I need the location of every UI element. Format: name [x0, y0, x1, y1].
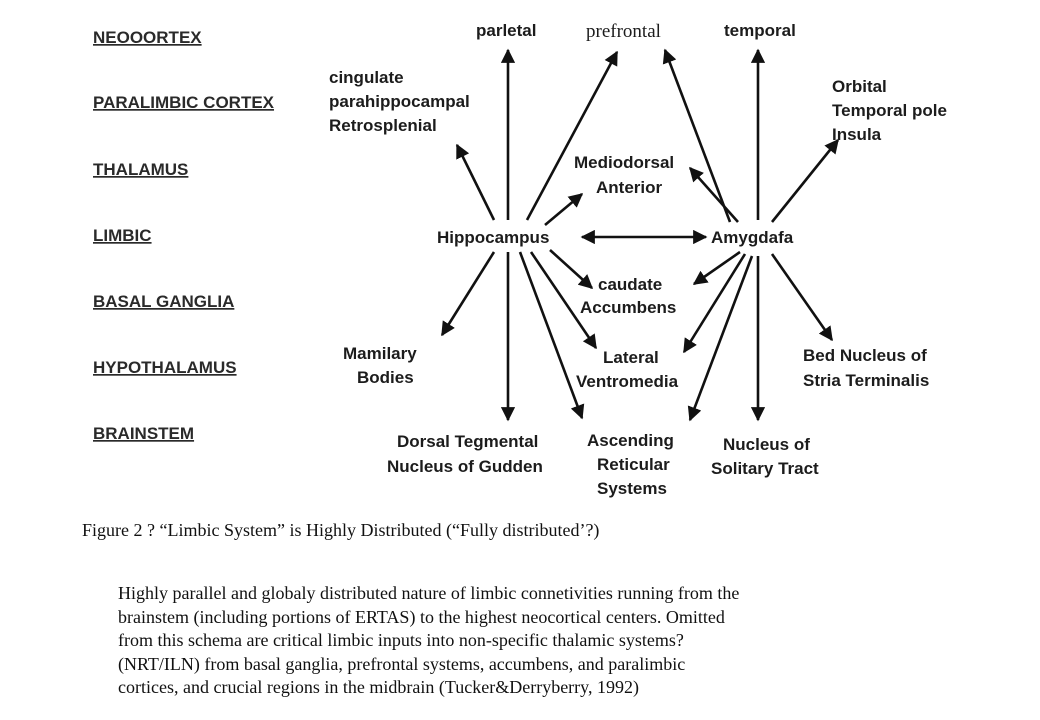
svg-text:cingulate: cingulate [329, 68, 404, 87]
svg-text:Temporal pole: Temporal pole [832, 101, 947, 120]
arrow-hippocampus-cingulate [457, 145, 494, 220]
node-amygdala: Amygdafa [711, 228, 794, 247]
level-basal-ganglia: BASAL GANGLIA [93, 292, 235, 311]
arrow-amygdala-prefrontal [665, 50, 730, 222]
svg-text:Orbital: Orbital [832, 77, 887, 96]
svg-text:Nucleus of Gudden: Nucleus of Gudden [387, 457, 543, 476]
svg-text:parahippocampal: parahippocampal [329, 92, 470, 111]
description-line: (NRT/ILN) from basal ganglia, prefrontal systems, accumbens, and paralimbic [118, 653, 686, 674]
node-hippocampus: Hippocampus [437, 228, 550, 247]
node-solitary [711, 435, 819, 478]
svg-text:Mediodorsal: Mediodorsal [574, 153, 675, 172]
svg-text:Systems: Systems [597, 479, 667, 498]
node-orbital [832, 77, 947, 144]
level-neocortex: NEOOORTEX [93, 28, 202, 47]
description-line: brainstem (including portions of ERTAS) to the highest neocortical centers. Omitted [118, 606, 725, 627]
arrow-hippocampus-caudate [550, 250, 592, 288]
svg-text:Stria Terminalis: Stria Terminalis [803, 371, 930, 390]
description-line: from this schema are critical limbic inputs into non-specific thalamic systems? [118, 630, 684, 650]
level-thalamus: THALAMUS [93, 160, 189, 179]
arrow-amygdala-orbital [772, 140, 838, 222]
arrow-hippocampus-ascending [520, 252, 582, 418]
description-line: Highly parallel and globaly distributed nature of limbic connetivities running from the [118, 583, 740, 603]
node-cingulate [329, 68, 470, 135]
level-brainstem: BRAINSTEM [93, 424, 195, 443]
svg-text:Accumbens: Accumbens [580, 298, 677, 317]
svg-text:Ventromedia: Ventromedia [576, 372, 679, 391]
node-lateral [576, 348, 679, 391]
description-line: cortices, and crucial regions in the midbrain (Tucker&Derryberry, 1992) [118, 677, 639, 697]
svg-text:Dorsal Tegmental: Dorsal Tegmental [397, 432, 539, 451]
svg-text:Anterior: Anterior [596, 178, 663, 197]
arrow-hippocampus-mamillary [442, 252, 494, 335]
svg-text:Retrosplenial: Retrosplenial [329, 116, 437, 135]
node-mamillary [343, 344, 417, 387]
svg-text:caudate: caudate [598, 275, 663, 294]
arrow-amygdala-caudate [694, 252, 740, 284]
level-paralimbic-cortex: PARALIMBIC CORTEX [93, 93, 275, 112]
svg-text:Insula: Insula [832, 125, 882, 144]
arrow-hippocampus-mediodorsal [545, 194, 582, 225]
svg-text:Mamilary: Mamilary [343, 344, 417, 363]
svg-text:Reticular: Reticular [597, 455, 670, 474]
svg-text:Ascending: Ascending [587, 431, 674, 450]
node-mediodorsal [574, 153, 674, 197]
svg-text:Solitary Tract: Solitary Tract [711, 459, 819, 478]
node-ascending [587, 431, 674, 498]
figure-description [118, 582, 968, 700]
svg-text:Bodies: Bodies [357, 368, 414, 387]
svg-text:Nucleus of: Nucleus of [723, 435, 810, 454]
svg-text:Bed Nucleus of: Bed Nucleus of [803, 346, 927, 365]
level-limbic: LIMBIC [93, 226, 152, 245]
node-bed-nucleus [803, 346, 929, 390]
arrow-amygdala-bed-nucleus [772, 254, 832, 340]
svg-text:Lateral: Lateral [603, 348, 659, 367]
node-dorsal-tegmental [387, 432, 543, 476]
figure-caption: Figure 2 ? “Limbic System” is Highly Distributed (“Fully distributed’?) [82, 520, 600, 540]
node-prefrontal: prefrontal [586, 21, 661, 42]
node-temporal: temporal [724, 21, 796, 40]
node-parietal: parletal [476, 21, 537, 40]
node-caudate [580, 275, 676, 317]
level-hypothalamus: HYPOTHALAMUS [93, 358, 237, 377]
